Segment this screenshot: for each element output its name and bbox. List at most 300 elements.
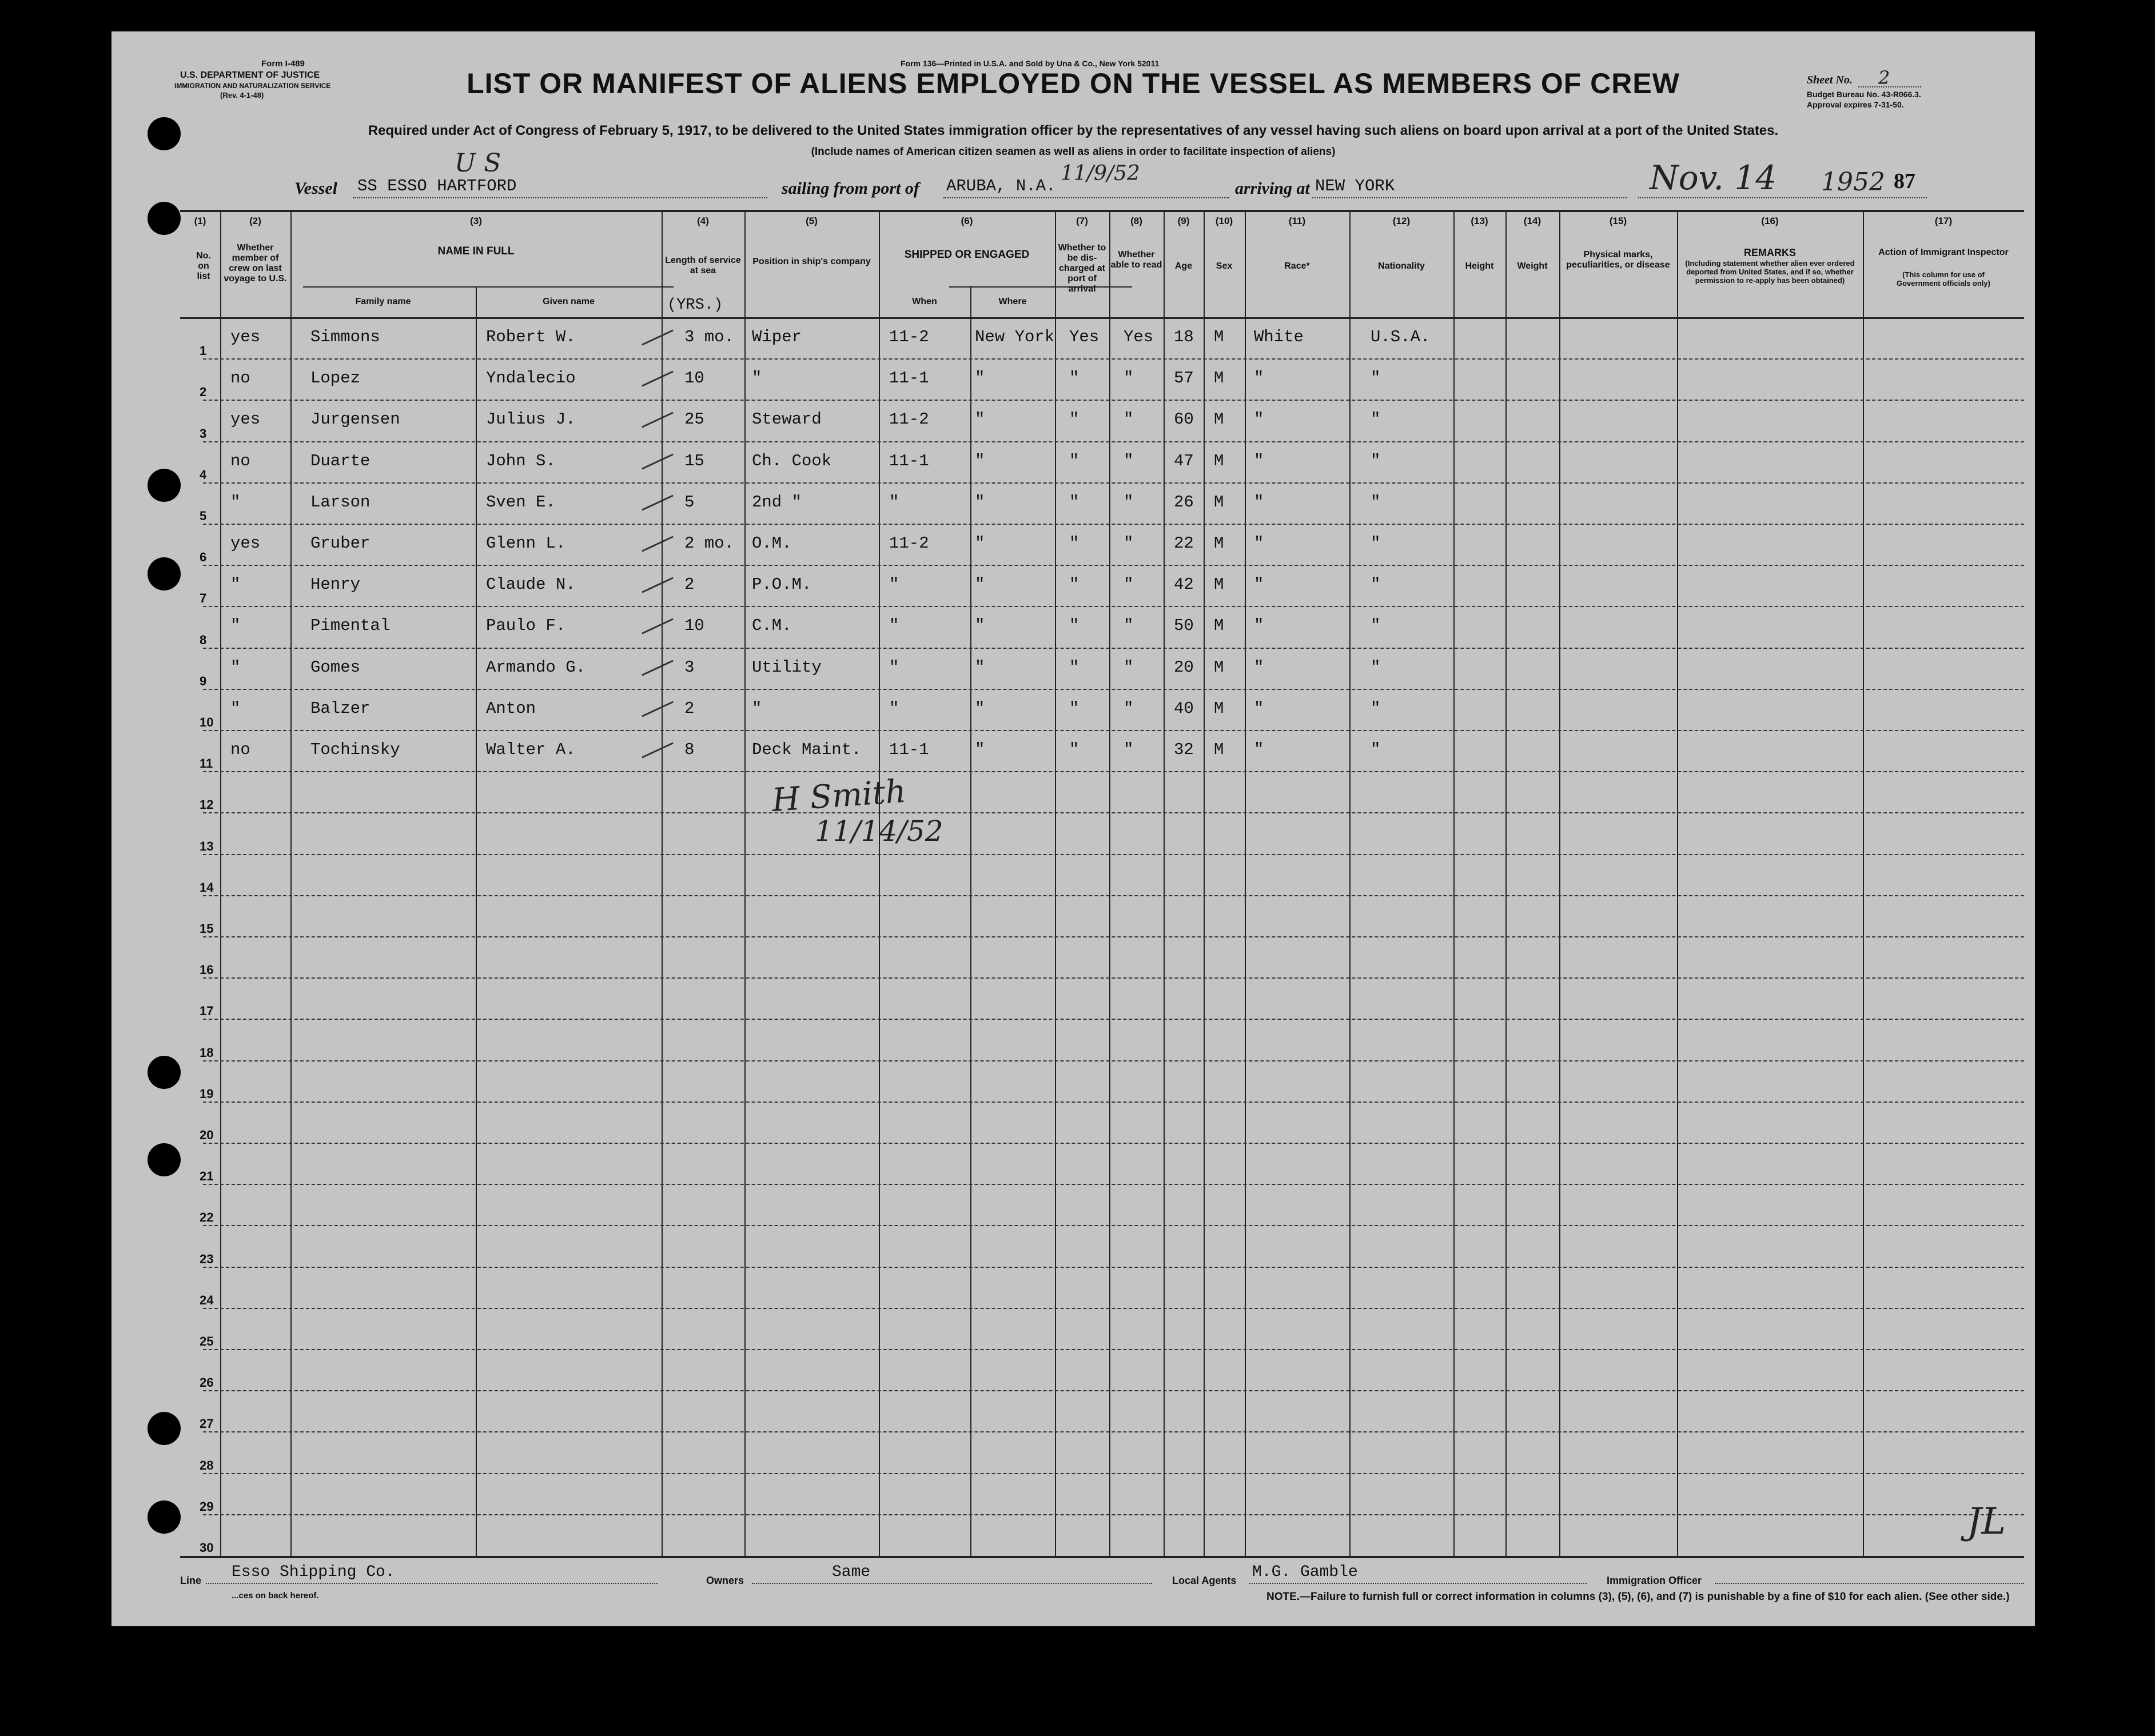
footer-agents-rule bbox=[1249, 1583, 1587, 1584]
cell-when: 11-1 bbox=[889, 451, 929, 470]
check-mark bbox=[642, 453, 674, 469]
cell-where: " bbox=[975, 699, 985, 718]
cell-where: " bbox=[975, 534, 985, 553]
row-number: 10 bbox=[200, 715, 214, 729]
cell-age: 47 bbox=[1174, 451, 1194, 470]
cell-nat: " bbox=[1371, 616, 1381, 636]
header-shipped-engaged: SHIPPED OR ENGAGED bbox=[904, 249, 1030, 261]
header-action: Action of Immigrant Inspector bbox=[1878, 248, 2009, 257]
cell-race: " bbox=[1254, 699, 1264, 718]
cell-family: Gomes bbox=[310, 657, 361, 677]
header-family-name: Family name bbox=[355, 297, 411, 306]
row-number: 2 bbox=[200, 385, 207, 400]
header-discharged: Whether to be dis-charged at port of arrival bbox=[1058, 243, 1106, 294]
inspector-signature: H Smith bbox=[771, 772, 907, 820]
footer bbox=[180, 1563, 2024, 1621]
row-number: 20 bbox=[200, 1128, 214, 1142]
header-age: Age bbox=[1174, 261, 1193, 271]
include-note: (Include names of American citizen seamen as well as aliens in order to facilitate inspection of aliens) bbox=[811, 146, 1336, 158]
cell-read: " bbox=[1124, 575, 1134, 594]
cell-service: 10 bbox=[684, 369, 704, 388]
header-remarks: REMARKS bbox=[1743, 247, 1796, 258]
col-divider-18 bbox=[1863, 210, 1864, 1556]
cell-service: 5 bbox=[684, 492, 695, 512]
row-divider bbox=[203, 1267, 2024, 1268]
sheet-number: 2 bbox=[1878, 67, 1890, 89]
cell-nat: U.S.A. bbox=[1371, 328, 1431, 346]
cell-age: 57 bbox=[1174, 369, 1194, 388]
col-number-3: (3) bbox=[470, 215, 482, 226]
check-mark bbox=[642, 494, 674, 510]
col-divider-4 bbox=[662, 210, 663, 1556]
cell-position: Wiper bbox=[752, 328, 802, 346]
vessel-name: SS ESSO HARTFORD bbox=[357, 177, 517, 195]
cell-age: 40 bbox=[1174, 699, 1194, 718]
check-mark bbox=[642, 660, 674, 676]
manifest-sheet bbox=[111, 31, 2035, 1626]
footer-line-label: Line bbox=[180, 1575, 202, 1586]
row-divider bbox=[203, 400, 2024, 401]
budget-number: Budget Bureau No. 43-R066.3. bbox=[1807, 90, 1921, 99]
row-number: 27 bbox=[200, 1416, 214, 1431]
cell-position: O.M. bbox=[752, 534, 792, 553]
header-name-in-full: NAME IN FULL bbox=[437, 245, 515, 257]
header-position: Position in ship's company bbox=[752, 257, 871, 266]
cell-age: 18 bbox=[1174, 328, 1194, 346]
page-title: LIST OR MANIFEST OF ALIENS EMPLOYED ON THE VESSEL AS MEMBERS OF CREW bbox=[467, 67, 1680, 99]
header-when: When bbox=[912, 297, 937, 306]
cell-given: Glenn L. bbox=[486, 534, 566, 553]
cell-age: 22 bbox=[1174, 534, 1194, 553]
row-number: 29 bbox=[200, 1499, 214, 1514]
cell-sex: M bbox=[1214, 740, 1224, 759]
cell-age: 26 bbox=[1174, 492, 1194, 512]
punch-hole bbox=[148, 1143, 181, 1176]
cell-race: " bbox=[1254, 369, 1264, 388]
row-number: 18 bbox=[200, 1045, 214, 1060]
cell-read: " bbox=[1124, 492, 1134, 512]
col-number-5: (5) bbox=[806, 215, 818, 226]
date-line bbox=[1638, 197, 1927, 198]
col-divider-12 bbox=[1245, 210, 1246, 1556]
row-divider bbox=[203, 1225, 2024, 1226]
row-number: 23 bbox=[200, 1251, 214, 1266]
cell-position: " bbox=[752, 699, 762, 718]
row-divider bbox=[203, 1473, 2024, 1474]
cell-prev: yes bbox=[230, 534, 261, 553]
cell-where: " bbox=[975, 575, 985, 594]
row-number: 26 bbox=[200, 1375, 214, 1390]
col-divider-6 bbox=[879, 210, 880, 1556]
cell-service: 2 bbox=[684, 575, 695, 594]
cell-given: Julius J. bbox=[486, 410, 576, 429]
row-divider bbox=[203, 565, 2024, 566]
col-divider-11 bbox=[1204, 210, 1205, 1556]
row-divider bbox=[203, 606, 2024, 607]
vessel-label: Vessel bbox=[294, 179, 337, 198]
arriving-label: arriving at bbox=[1235, 179, 1310, 198]
punch-hole bbox=[148, 557, 181, 590]
cell-given: Robert W. bbox=[486, 328, 576, 346]
footer-owners-value: Same bbox=[832, 1563, 871, 1581]
header-height: Height bbox=[1465, 261, 1494, 271]
header-last-voyage: Whether member of crew on last voyage to U.S. bbox=[224, 243, 287, 284]
cell-race: " bbox=[1254, 575, 1264, 594]
check-mark bbox=[642, 536, 674, 552]
cell-nat: " bbox=[1371, 740, 1381, 759]
cell-prev: " bbox=[230, 616, 241, 636]
cell-age: 50 bbox=[1174, 616, 1194, 636]
col-number-2: (2) bbox=[249, 215, 261, 226]
form-id: Form I-489 bbox=[261, 59, 305, 69]
cell-prev: no bbox=[230, 451, 250, 470]
row-number: 6 bbox=[200, 550, 207, 565]
row-divider bbox=[203, 936, 2024, 937]
row-divider bbox=[203, 441, 2024, 442]
row-divider bbox=[203, 1431, 2024, 1432]
cell-disch: " bbox=[1069, 492, 1080, 512]
cell-when: 11-2 bbox=[889, 410, 929, 429]
row-number: 12 bbox=[200, 797, 214, 812]
cell-when: 11-1 bbox=[889, 740, 929, 759]
cell-nat: " bbox=[1371, 657, 1381, 677]
row-divider bbox=[203, 854, 2024, 855]
header-sex: Sex bbox=[1216, 261, 1233, 271]
cell-disch: " bbox=[1069, 740, 1080, 759]
cell-age: 32 bbox=[1174, 740, 1194, 759]
row-number: 16 bbox=[200, 963, 214, 977]
row-divider bbox=[203, 689, 2024, 690]
cell-service: 2 mo. bbox=[684, 534, 735, 553]
row-number: 9 bbox=[200, 673, 207, 688]
col-divider-3 bbox=[476, 286, 477, 1556]
col-number-11: (11) bbox=[1288, 215, 1306, 226]
punch-hole bbox=[148, 1056, 181, 1089]
punch-hole bbox=[148, 469, 181, 502]
header-length-service: Length of service at sea bbox=[665, 256, 741, 276]
destination-line bbox=[1312, 197, 1627, 198]
check-mark bbox=[642, 742, 674, 758]
cell-nat: " bbox=[1371, 492, 1381, 512]
cell-family: Lopez bbox=[310, 369, 361, 388]
row-divider bbox=[203, 524, 2024, 525]
table-top-border bbox=[180, 210, 2024, 212]
cell-position: Utility bbox=[752, 657, 822, 677]
cell-position: C.M. bbox=[752, 616, 792, 636]
cell-sex: M bbox=[1214, 575, 1224, 594]
row-divider bbox=[203, 895, 2024, 896]
revision: (Rev. 4-1-48) bbox=[220, 91, 264, 99]
header-no-on-list: No. on list bbox=[196, 251, 211, 281]
row-divider bbox=[203, 1390, 2024, 1391]
row-number: 1 bbox=[200, 344, 207, 358]
sailing-label: sailing from port of bbox=[782, 179, 919, 198]
col-number-12: (12) bbox=[1392, 215, 1411, 226]
cell-family: Gruber bbox=[310, 534, 371, 553]
header-years-unit: (YRS.) bbox=[667, 297, 723, 314]
department: U.S. DEPARTMENT OF JUSTICE bbox=[180, 70, 320, 80]
cell-nat: " bbox=[1371, 410, 1381, 429]
cell-read: " bbox=[1124, 369, 1134, 388]
cell-age: 42 bbox=[1174, 575, 1194, 594]
row-number: 19 bbox=[200, 1086, 214, 1101]
cell-read: " bbox=[1124, 534, 1134, 553]
header-given-name: Given name bbox=[543, 297, 595, 306]
row-divider bbox=[203, 1349, 2024, 1350]
row-divider bbox=[203, 812, 2024, 813]
header-bottom-border bbox=[180, 317, 2024, 319]
cell-sex: M bbox=[1214, 410, 1224, 429]
cell-disch: " bbox=[1069, 369, 1080, 388]
cell-disch: " bbox=[1069, 699, 1080, 718]
cell-when: " bbox=[889, 657, 899, 677]
cell-nat: " bbox=[1371, 575, 1381, 594]
check-mark bbox=[642, 577, 674, 593]
footer-owners-rule bbox=[752, 1583, 1152, 1584]
port-line bbox=[943, 197, 1229, 198]
cell-age: 60 bbox=[1174, 410, 1194, 429]
row-number: 7 bbox=[200, 591, 207, 606]
col-number-4: (4) bbox=[697, 215, 709, 226]
footer-agents-label: Local Agents bbox=[1172, 1575, 1237, 1586]
footer-line-rule bbox=[206, 1583, 658, 1584]
header-where: Where bbox=[998, 297, 1027, 306]
col-number-14: (14) bbox=[1523, 215, 1541, 226]
cell-nat: " bbox=[1371, 369, 1381, 388]
cell-where: " bbox=[975, 410, 985, 429]
cell-given: John S. bbox=[486, 451, 556, 470]
cell-given: Anton bbox=[486, 699, 536, 718]
row-divider bbox=[203, 1019, 2024, 1020]
col-divider-10 bbox=[1164, 210, 1165, 1556]
row-divider bbox=[203, 1102, 2024, 1103]
check-mark bbox=[642, 329, 674, 345]
row-number: 3 bbox=[200, 426, 207, 441]
row-number: 8 bbox=[200, 632, 207, 647]
row-number: 22 bbox=[200, 1210, 214, 1225]
cell-family: Larson bbox=[310, 492, 371, 512]
cell-disch: " bbox=[1069, 616, 1080, 636]
cell-when: 11-2 bbox=[889, 534, 929, 553]
cell-where: " bbox=[975, 740, 985, 759]
cell-when: " bbox=[889, 575, 899, 594]
col-number-10: (10) bbox=[1215, 215, 1233, 226]
col-divider-15 bbox=[1505, 210, 1507, 1556]
row-number: 28 bbox=[200, 1458, 214, 1472]
punch-hole bbox=[148, 1500, 181, 1534]
punch-hole bbox=[148, 117, 181, 150]
col-divider-8 bbox=[1055, 210, 1056, 1556]
punch-hole bbox=[148, 202, 181, 235]
cell-sex: M bbox=[1214, 451, 1224, 470]
approval-expiry: Approval expires 7-31-50. bbox=[1807, 100, 1904, 109]
cell-when: " bbox=[889, 616, 899, 636]
cell-family: Simmons bbox=[310, 328, 380, 346]
cell-read: " bbox=[1124, 616, 1134, 636]
printer-line: Form 136—Printed in U.S.A. and Sold by Una & Co., New York 52011 bbox=[901, 59, 1160, 68]
cell-position: Ch. Cook bbox=[752, 451, 832, 470]
page-number: 87 bbox=[1894, 169, 1915, 193]
col-number-16: (16) bbox=[1761, 215, 1779, 226]
name-subheader-rule bbox=[303, 286, 674, 288]
cell-nat: " bbox=[1371, 699, 1381, 718]
col-divider-5 bbox=[744, 210, 746, 1556]
col-divider-1 bbox=[220, 210, 221, 1556]
cell-read: Yes bbox=[1124, 328, 1154, 346]
cell-family: Jurgensen bbox=[310, 410, 400, 429]
row-divider bbox=[203, 648, 2024, 649]
cell-prev: yes bbox=[230, 328, 261, 346]
col-number-13: (13) bbox=[1471, 215, 1488, 226]
footer-owners-label: Owners bbox=[706, 1575, 744, 1586]
header-able-to-read: Whether able to read bbox=[1110, 250, 1162, 270]
row-divider bbox=[203, 771, 2024, 772]
cell-family: Henry bbox=[310, 575, 361, 594]
inspector-signature-date: 11/14/52 bbox=[815, 815, 943, 848]
row-number: 17 bbox=[200, 1004, 214, 1019]
footer-see-back: ...ces on back hereof. bbox=[232, 1591, 319, 1601]
cell-read: " bbox=[1124, 410, 1134, 429]
col-number-17: (17) bbox=[1934, 215, 1953, 226]
cell-race: " bbox=[1254, 451, 1264, 470]
cell-service: 8 bbox=[684, 740, 695, 759]
row-divider bbox=[203, 1308, 2024, 1309]
cell-sex: M bbox=[1214, 616, 1224, 636]
port-of-sailing: ARUBA, N.A. bbox=[946, 177, 1056, 195]
col-divider-2 bbox=[290, 210, 292, 1556]
cell-given: Yndalecio bbox=[486, 369, 576, 388]
header-action-note: (This column for use of Government officials only) bbox=[1897, 270, 1990, 288]
header-remarks-note: (Including statement whether alien ever ordered deported from United States, and if so, whether permission to re-apply has been obtained) bbox=[1685, 259, 1855, 285]
cell-where: " bbox=[975, 369, 985, 388]
row-divider bbox=[203, 1184, 2024, 1185]
cell-service: 15 bbox=[684, 451, 704, 470]
cell-prev: yes bbox=[230, 410, 261, 429]
cell-race: " bbox=[1254, 740, 1264, 759]
check-mark bbox=[642, 412, 674, 428]
cell-age: 20 bbox=[1174, 657, 1194, 677]
cell-disch: " bbox=[1069, 575, 1080, 594]
cell-when: " bbox=[889, 492, 899, 512]
cell-family: Tochinsky bbox=[310, 740, 400, 759]
cell-position: Deck Maint. bbox=[752, 740, 862, 759]
cell-position: P.O.M. bbox=[752, 575, 812, 594]
cell-sex: M bbox=[1214, 369, 1224, 388]
cell-prev: " bbox=[230, 492, 241, 512]
cell-read: " bbox=[1124, 451, 1134, 470]
cell-position: Steward bbox=[752, 410, 822, 429]
vessel-line bbox=[353, 197, 767, 198]
cell-disch: " bbox=[1069, 657, 1080, 677]
service: IMMIGRATION AND NATURALIZATION SERVICE bbox=[174, 82, 331, 90]
row-divider bbox=[203, 1143, 2024, 1144]
cell-position: 2nd " bbox=[752, 492, 802, 512]
arrival-date-handwritten: Nov. 14 bbox=[1650, 158, 1777, 197]
row-number: 25 bbox=[200, 1334, 214, 1348]
cell-prev: " bbox=[230, 575, 241, 594]
crew-table bbox=[180, 210, 2024, 1556]
cell-sex: M bbox=[1214, 657, 1224, 677]
cell-where: " bbox=[975, 451, 985, 470]
col-divider-7 bbox=[970, 286, 971, 1556]
row-divider bbox=[203, 1514, 2024, 1515]
cell-given: Walter A. bbox=[486, 740, 576, 759]
row-divider bbox=[203, 1060, 2024, 1061]
row-number: 11 bbox=[200, 756, 213, 771]
cell-where: " bbox=[975, 492, 985, 512]
cell-given: Sven E. bbox=[486, 492, 556, 512]
punch-hole bbox=[148, 1412, 181, 1445]
col-divider-16 bbox=[1559, 210, 1560, 1556]
cell-read: " bbox=[1124, 699, 1134, 718]
row-number: 21 bbox=[200, 1169, 214, 1184]
header-nationality: Nationality bbox=[1378, 261, 1425, 271]
cell-prev: " bbox=[230, 657, 241, 677]
port-date-handwritten: 11/9/52 bbox=[1061, 162, 1140, 185]
cell-disch: " bbox=[1069, 410, 1080, 429]
cell-service: 3 bbox=[684, 657, 695, 677]
corner-initials: JL bbox=[1967, 1500, 2006, 1543]
cell-where: New York bbox=[975, 328, 1055, 346]
cell-position: " bbox=[752, 369, 762, 388]
footer-agents-value: M.G. Gamble bbox=[1252, 1563, 1358, 1581]
cell-race: " bbox=[1254, 492, 1264, 512]
row-number: 4 bbox=[200, 467, 207, 482]
footer-note: NOTE.—Failure to furnish full or correct information in columns (3), (5), (6), and (7) is punishable by a fine of $10 for each alien. (See other side.) bbox=[1266, 1591, 2010, 1603]
cell-disch: " bbox=[1069, 534, 1080, 553]
col-divider-13 bbox=[1349, 210, 1351, 1556]
footer-officer-rule bbox=[1715, 1583, 2024, 1584]
arrival-year-handwritten: 1952 bbox=[1821, 167, 1885, 197]
required-statement: Required under Act of Congress of February 5, 1917, to be delivered to the United States immigration officer by the representatives of any vessel having such aliens on board upon arrival at a port of the United States. bbox=[368, 123, 1779, 138]
row-divider bbox=[203, 482, 2024, 484]
cell-where: " bbox=[975, 616, 985, 636]
row-number: 30 bbox=[200, 1541, 214, 1555]
vessel-handwritten: U S bbox=[455, 149, 501, 178]
table-bottom-border bbox=[180, 1556, 2024, 1558]
cell-sex: M bbox=[1214, 534, 1224, 553]
col-divider-14 bbox=[1453, 210, 1455, 1556]
destination-port: NEW YORK bbox=[1315, 177, 1395, 195]
row-number: 24 bbox=[200, 1292, 214, 1307]
header-weight: Weight bbox=[1517, 261, 1548, 271]
footer-officer-label: Immigration Officer bbox=[1607, 1575, 1702, 1586]
cell-when: 11-2 bbox=[889, 328, 929, 346]
cell-given: Claude N. bbox=[486, 575, 576, 594]
cell-race: " bbox=[1254, 657, 1264, 677]
col-number-7: (7) bbox=[1076, 215, 1088, 226]
footer-line-value: Esso Shipping Co. bbox=[232, 1563, 395, 1581]
cell-when: 11-1 bbox=[889, 369, 929, 388]
col-divider-9 bbox=[1109, 210, 1110, 1556]
row-number: 15 bbox=[200, 921, 214, 936]
row-number: 5 bbox=[200, 509, 207, 523]
cell-race: " bbox=[1254, 616, 1264, 636]
cell-where: " bbox=[975, 657, 985, 677]
cell-read: " bbox=[1124, 657, 1134, 677]
cell-prev: " bbox=[230, 699, 241, 718]
cell-race: " bbox=[1254, 534, 1264, 553]
cell-sex: M bbox=[1214, 492, 1224, 512]
header-physical-marks: Physical marks, peculiarities, or disease bbox=[1566, 250, 1670, 270]
cell-disch: Yes bbox=[1069, 328, 1100, 346]
cell-family: Pimental bbox=[310, 616, 391, 636]
cell-service: 25 bbox=[684, 410, 704, 429]
cell-race: " bbox=[1254, 410, 1264, 429]
cell-service: 3 mo. bbox=[684, 328, 735, 346]
cell-prev: no bbox=[230, 369, 250, 388]
row-divider bbox=[203, 977, 2024, 979]
